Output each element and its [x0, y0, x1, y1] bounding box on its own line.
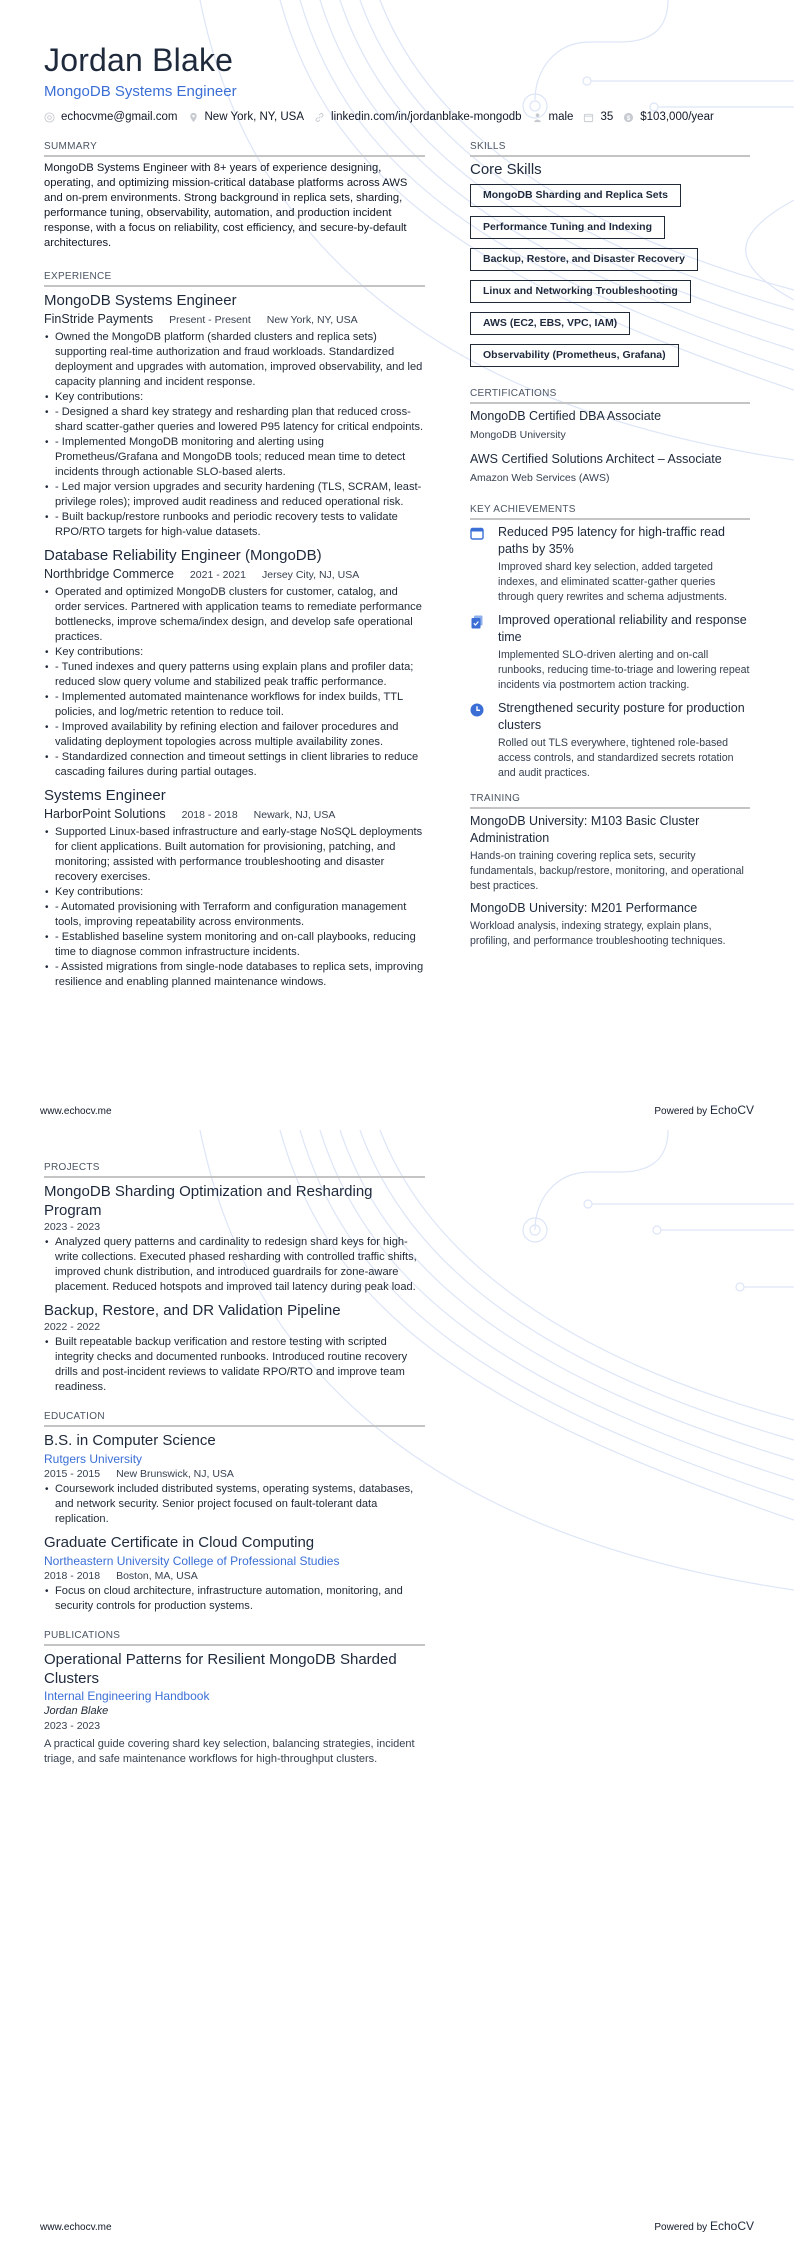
bullet: • Focus on cloud architecture, infrastructure automation, monitoring, and security controls for production systems.	[44, 1584, 425, 1614]
bullet: • Owned the MongoDB platform (sharded clusters and replica sets) supporting real-time authorization and fraud workloads. Standardized deployment and upgrades with automation, improved observability, and led capacity planning and incident response.	[44, 330, 425, 390]
left-column	[44, 1162, 425, 1767]
job-entry	[44, 291, 425, 540]
contact-text: $103,000/year	[640, 111, 714, 123]
job-location: New York, NY, USA	[266, 314, 358, 326]
bullet: • Supported Linux-based infrastructure and early-stage NoSQL deployments for client applications. Built automation for provisioning, patching, and monitoring; assisted with performance troubleshooting and disaster recovery exercises.	[44, 825, 425, 885]
resume-page-2	[0, 1130, 794, 2246]
contact-text: male	[548, 111, 574, 123]
training-desc: Hands-on training covering replica sets, security fundamentals, backup/restore, monitoring, and operational best practices.	[470, 850, 744, 892]
job-meta	[44, 806, 425, 824]
person-icon	[532, 112, 543, 123]
degree: Graduate Certificate in Cloud Computing	[44, 1534, 315, 1551]
section-heading: EXPERIENCE	[44, 271, 425, 287]
calendar-icon	[583, 112, 594, 123]
summary-section	[44, 141, 425, 251]
job-location: Jersey City, NJ, USA	[261, 569, 360, 581]
bullet: • - Tuned indexes and query patterns using explain plans and profiler data; reduced slow query volume and stabilized peak traffic performance.	[44, 660, 425, 690]
job-company: HarborPoint Solutions	[44, 807, 166, 821]
education-dates: 2015 - 2015	[44, 1468, 101, 1480]
bullet: • Analyzed query patterns and cardinality to redesign shard keys for high-write collections. Executed phased resharding with controlled traffic shifts, improved chunk distribution, and introduced guardrails for zone-aware placement. Reduced hotspots and improved tail latency during peak load.	[44, 1235, 425, 1295]
education-meta	[44, 1569, 425, 1583]
job-dates: 2021 - 2021	[189, 569, 246, 581]
job-meta	[44, 566, 425, 584]
education-location: Boston, MA, USA	[116, 1570, 198, 1582]
cert-name: MongoDB Certified DBA Associate	[470, 409, 662, 423]
achievement-desc: Rolled out TLS everywhere, tightened role-based access controls, and standardized secrets rotation and audit practices.	[498, 737, 734, 779]
training-section	[470, 793, 750, 949]
achievement-desc: Implemented SLO-driven alerting and on-call runbooks, reducing time-to-triage and lowering repeat incidents via postmortem action tracking.	[498, 649, 750, 691]
section-heading: KEY ACHIEVEMENTS	[470, 504, 750, 520]
section-heading: SUMMARY	[44, 141, 425, 157]
degree: B.S. in Computer Science	[44, 1432, 216, 1449]
contact-linkedin[interactable]	[314, 111, 522, 123]
contact-location	[188, 111, 305, 123]
section-heading: TRAINING	[470, 793, 750, 809]
svg-text:$: $	[626, 114, 631, 122]
projects-section	[44, 1162, 425, 1395]
experience-section	[44, 271, 425, 990]
publication-author: Jordan Blake	[44, 1705, 109, 1717]
certification-entry	[470, 408, 750, 443]
bullet: • - Implemented MongoDB monitoring and alerting using Prometheus/Grafana and MongoDB tools; reduced mean time to detect incidents through actionable SLO-based alerts.	[44, 435, 425, 480]
bullet: • - Automated provisioning with Terraform and configuration management tools, improving repeatability across environments.	[44, 900, 425, 930]
training-desc: Workload analysis, indexing strategy, explain plans, profiling, and performance troubleshooting techniques.	[470, 920, 726, 947]
candidate-name: Jordan Blake	[44, 42, 234, 78]
section-heading: CERTIFICATIONS	[470, 388, 750, 404]
education-location: New Brunswick, NJ, USA	[116, 1468, 234, 1480]
publication-title: Operational Patterns for Resilient MongoDB Sharded Clusters	[44, 1651, 397, 1687]
summary-text: MongoDB Systems Engineer with 8+ years of experience designing, operating, and optimizing mission-critical database platforms across AWS and on-prem environments. Strong background in replica sets, sharding, performance tuning, observability, automation, and production incident response, with a focus on reliability, cost efficiency, and secure-by-default architectures.	[44, 162, 408, 249]
skills-list	[470, 184, 750, 376]
education-bullets	[44, 1482, 425, 1527]
cert-issuer: MongoDB University	[470, 429, 566, 441]
skill-tag: Linux and Networking Troubleshooting	[470, 280, 691, 303]
at-icon	[44, 112, 55, 123]
skills-section	[470, 141, 750, 376]
certification-entry	[470, 451, 750, 486]
achievement-entry	[470, 524, 750, 605]
location-pin-icon	[188, 112, 199, 123]
contact-email[interactable]	[44, 111, 178, 123]
footer-powered-by	[654, 1103, 754, 1117]
skill-tag: Backup, Restore, and Disaster Recovery	[470, 248, 698, 271]
contact-gender	[532, 111, 574, 123]
education-section	[44, 1411, 425, 1614]
link-icon	[314, 112, 325, 123]
education-bullets	[44, 1584, 425, 1614]
education-dates: 2018 - 2018	[44, 1570, 101, 1582]
achievement-entry	[470, 700, 750, 781]
achievement-entry	[470, 612, 750, 693]
clock-icon	[470, 703, 484, 717]
page-footer	[40, 1103, 754, 1117]
brand-name: EchoCV	[709, 1103, 754, 1117]
project-dates: 2023 - 2023	[44, 1221, 101, 1233]
bullet: • - Established baseline system monitoring and on-call playbooks, reducing time to diagnose common infrastructure incidents.	[44, 930, 425, 960]
contact-salary	[623, 111, 714, 123]
publication-dates: 2023 - 2023	[44, 1720, 101, 1732]
education-meta	[44, 1467, 425, 1481]
bullet: • - Standardized connection and timeout settings in client libraries to reduce cascading failures during partial outages.	[44, 750, 425, 780]
achievement-title: Improved operational reliability and response time	[498, 613, 747, 644]
bullet: • Key contributions:	[44, 885, 425, 900]
cert-name: AWS Certified Solutions Architect – Associate	[470, 452, 722, 466]
publication-venue: Internal Engineering Handbook	[44, 1689, 210, 1703]
achievement-title: Strengthened security posture for production clusters	[498, 701, 745, 732]
skills-subheading: Core Skills	[470, 161, 542, 178]
job-bullets	[44, 585, 425, 780]
contact-text: linkedin.com/in/jordanblake-mongodb	[331, 111, 522, 123]
clipboard-check-icon	[470, 615, 484, 629]
project-title: Backup, Restore, and DR Validation Pipeline	[44, 1302, 341, 1319]
skill-tag: Observability (Prometheus, Grafana)	[470, 344, 679, 367]
education-entry	[44, 1533, 425, 1614]
section-heading: PROJECTS	[44, 1162, 425, 1178]
school: Rutgers University	[44, 1452, 143, 1466]
brand-name: EchoCV	[709, 2219, 754, 2233]
job-title: MongoDB Systems Engineer	[44, 292, 237, 309]
right-column	[470, 141, 750, 955]
contact-text: New York, NY, USA	[204, 111, 305, 123]
contact-age	[583, 111, 613, 123]
job-dates: Present - Present	[169, 314, 251, 326]
project-title: MongoDB Sharding Optimization and Resharding Program	[44, 1183, 373, 1219]
skill-tag: AWS (EC2, EBS, VPC, IAM)	[470, 312, 630, 335]
powered-by-text: Powered by	[654, 1106, 708, 1117]
project-bullets	[44, 1235, 425, 1295]
contact-text: 35	[600, 111, 614, 123]
section-heading: PUBLICATIONS	[44, 1630, 425, 1646]
section-heading: EDUCATION	[44, 1411, 425, 1427]
training-entry	[470, 813, 750, 894]
skill-tag: Performance Tuning and Indexing	[470, 216, 665, 239]
publications-section	[44, 1630, 425, 1767]
section-heading: SKILLS	[470, 141, 750, 157]
powered-by-text: Powered by	[654, 2222, 708, 2233]
bullet: • Coursework included distributed systems, operating systems, databases, and network security. Senior project focused on fault-tolerant data replication.	[44, 1482, 425, 1527]
cert-issuer: Amazon Web Services (AWS)	[470, 472, 610, 484]
bullet: • - Implemented automated maintenance workflows for index builds, TTL policies, and log/metric retention to reduce toil.	[44, 690, 425, 720]
candidate-title: MongoDB Systems Engineer	[44, 83, 237, 100]
education-entry	[44, 1431, 425, 1527]
job-bullets	[44, 825, 425, 990]
certifications-section	[470, 388, 750, 486]
job-location: Newark, NJ, USA	[253, 809, 336, 821]
dollar-coin-icon	[623, 112, 634, 123]
bullet: • - Improved availability by refining election and failover procedures and validating deployment topologies across multiple availability zones.	[44, 720, 425, 750]
footer-powered-by	[654, 2219, 754, 2233]
skill-tag: MongoDB Sharding and Replica Sets	[470, 184, 681, 207]
job-bullets	[44, 330, 425, 540]
training-title: MongoDB University: M103 Basic Cluster Administration	[470, 814, 700, 845]
training-title: MongoDB University: M201 Performance	[470, 901, 698, 915]
publication-desc: A practical guide covering shard key selection, balancing strategies, incident triage, and safe maintenance workflows for high-throughput clusters.	[44, 1738, 415, 1765]
achievement-desc: Improved shard key selection, added targeted indexes, and eliminated scatter-gather queries through query rewrites and schema adjustments.	[498, 561, 728, 603]
page-footer	[40, 2219, 754, 2233]
project-dates: 2022 - 2022	[44, 1321, 101, 1333]
bullet: • Built repeatable backup verification and restore testing with scripted integrity checks and documented runbooks. Introduced routine recovery drills and post-incident reviews to validate RPO/RTO and improve team readiness.	[44, 1335, 425, 1395]
contact-row	[44, 111, 724, 123]
job-entry	[44, 786, 425, 990]
job-title: Database Reliability Engineer (MongoDB)	[44, 547, 322, 564]
resume-header	[44, 40, 724, 123]
footer-site-link[interactable]: www.echocv.me	[40, 1106, 112, 1117]
job-dates: 2018 - 2018	[181, 809, 238, 821]
project-entry	[44, 1301, 425, 1395]
training-entry	[470, 900, 750, 949]
bullet: • Key contributions:	[44, 645, 425, 660]
job-entry	[44, 546, 425, 780]
school: Northeastern University College of Professional Studies	[44, 1554, 340, 1568]
bullet: • - Built backup/restore runbooks and periodic recovery tests to validate RPO/RTO targets for high-value datasets.	[44, 510, 425, 540]
bullet: • - Led major version upgrades and security hardening (TLS, SCRAM, least-privilege roles); improved audit readiness and reduced operational risk.	[44, 480, 425, 510]
contact-text: echocvme@gmail.com	[61, 111, 178, 123]
bullet: • - Assisted migrations from single-node databases to replica sets, improving resilience and enabling planned maintenance windows.	[44, 960, 425, 990]
bullet: • - Designed a shard key strategy and resharding plan that reduced cross-shard scatter-gather queries and lowered P95 latency for critical endpoints.	[44, 405, 425, 435]
job-company: Northbridge Commerce	[44, 567, 174, 581]
job-title: Systems Engineer	[44, 787, 166, 804]
project-entry	[44, 1182, 425, 1295]
job-company: FinStride Payments	[44, 312, 154, 326]
left-column	[44, 141, 425, 996]
job-meta	[44, 311, 425, 329]
publication-entry	[44, 1650, 425, 1767]
calendar-icon	[470, 527, 484, 540]
project-bullets	[44, 1335, 425, 1395]
achievement-title: Reduced P95 latency for high-traffic read paths by 35%	[498, 525, 725, 556]
bullet: • Operated and optimized MongoDB clusters for customer, catalog, and order services. Partnered with application teams to remediate performance bottlenecks, improve schema/index design, and develop safe operational practices.	[44, 585, 425, 645]
footer-site-link[interactable]: www.echocv.me	[40, 2222, 112, 2233]
bullet: • Key contributions:	[44, 390, 425, 405]
achievements-section	[470, 504, 750, 781]
